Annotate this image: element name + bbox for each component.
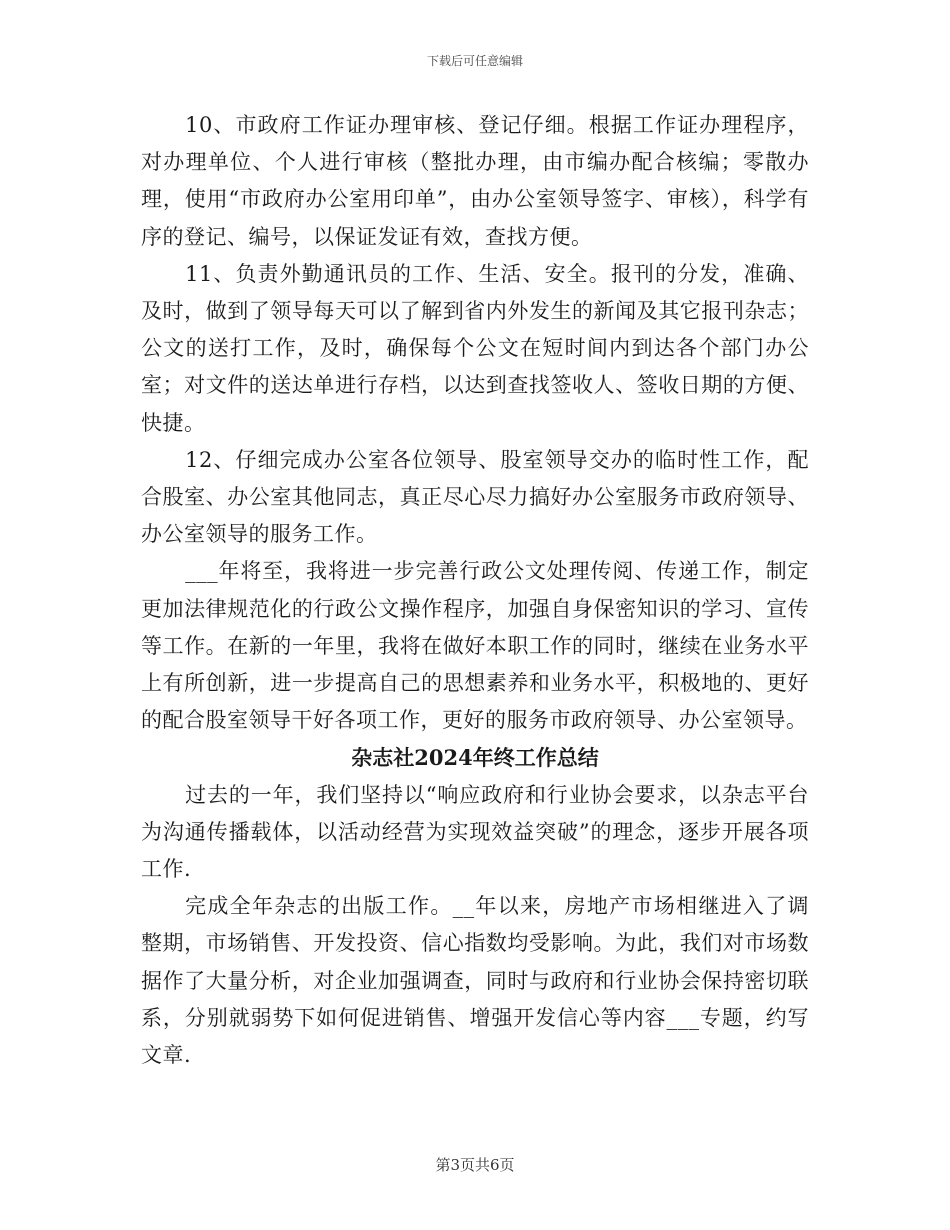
page-header: 下载后可任意编辑 — [426, 54, 523, 68]
section-paragraph-publishing: 完成全年杂志的出版工作。__年以来，房地产市场相继进入了调整期，市场销售、开发投资、信心指数均受影响。为此，我们对市场数据作了大量分析，对企业加强调查，同时与政府和行业协会保持密切联系，分别就弱势下如何促进销售、增强开发信心等内容___专题，约写文章. — [141, 894, 809, 1068]
section-paragraph-intro: 过去的一年，我们坚持以“响应政府和行业协会要求，以杂志平台为沟通传播载体，以活动经营为实现效益突破”的理念，逐步开展各项工作. — [141, 782, 809, 882]
document-body — [141, 107, 809, 1074]
paragraph-item-11: 11、负责外勤通讯员的工作、生活、安全。报刊的分发，准确、及时，做到了领导每天可以了解到省内外发生的新闻及其它报刊杂志；公文的送打工作，及时，确保每个公文在短时间内到达各个部门办公室；对文件的送达单进行存档，以达到查找签收人、签收日期的方便、快捷。 — [141, 261, 809, 435]
paragraph-item-12: 12、仔细完成办公室各位领导、股室领导交办的临时性工作，配合股室、办公室其他同志，真正尽心尽力搞好办公室服务市政府领导、办公室领导的服务工作。 — [141, 447, 809, 547]
paragraph-outlook: ___年将至，我将进一步完善行政公文处理传阅、传递工作，制定更加法律规范化的行政公文操作程序，加强自身保密知识的学习、宣传等工作。在新的一年里，我将在做好本职工作的同时，继续在业务水平上有所创新，进一步提高自己的思想素养和业务水平，积极地的、更好的配合股室领导干好各项工作，更好的服务市政府领导、办公室领导。 — [141, 559, 809, 733]
section-title: 杂志社2024年终工作总结 — [351, 745, 599, 771]
page-number: 第3页共6页 — [435, 1156, 515, 1174]
paragraph-item-10: 10、市政府工作证办理审核、登记仔细。根据工作证办理程序，对办理单位、个人进行审核（整批办理，由市编办配合核编；零散办理，使用“市政府办公室用印单”，由办公室领导签字、审核），科学有序的登记、编号，以保证发证有效，查找方便。 — [141, 113, 809, 249]
